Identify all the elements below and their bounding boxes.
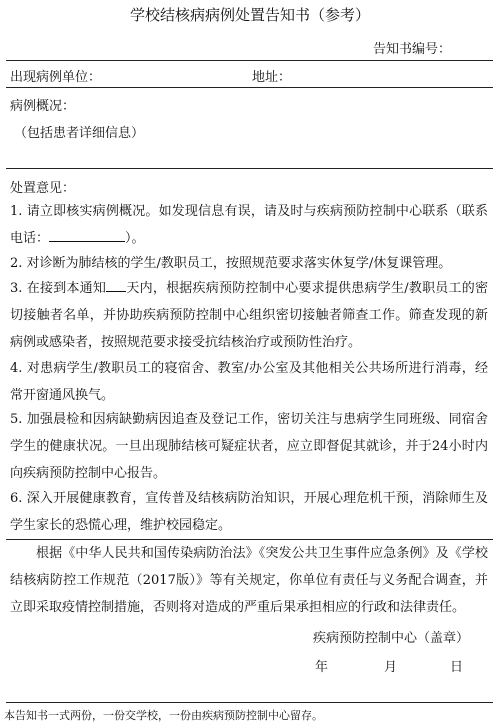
overview-label: 病例概况： bbox=[10, 99, 76, 114]
days-blank bbox=[106, 279, 126, 292]
opinion-item-6: 6. 深入开展健康教育，宣传普及结核病防治知识，开展心理危机干预，消除师生及学生家长的恐慌心理，维护校园稳定。 bbox=[10, 491, 488, 533]
date-year: 年 bbox=[315, 660, 329, 675]
opinion-item-2: 2. 对诊断为肺结核的学生/教职员工，按照规范要求落实休复学/休复课管理。 bbox=[10, 256, 452, 271]
address-label: 地址： bbox=[252, 70, 292, 85]
opinion-item-1: 1. 请立即核实病例概况。如发现信息有误，请及时与疾病预防控制中心联系（联系电话： ）。 bbox=[10, 204, 488, 246]
divider-bottom bbox=[6, 702, 493, 703]
opinion-item-5: 5. 加强晨检和因病缺勤病因追查及登记工作，密切关注与患病学生同班级、同宿舍学生的健康状况。一旦出现肺结核可疑症状者，应立即督促其就诊，并于24小时内向疾病预防控制中心报告。 bbox=[10, 412, 488, 481]
opinion-item-4: 4. 对患病学生/教职员工的寝宿舍、教室/办公室及其他相关公共场所进行消毒，经常开窗通风换气。 bbox=[10, 361, 488, 403]
date-day: 日 bbox=[450, 660, 464, 675]
document-title: 学校结核病病例处置告知书（参考） bbox=[129, 6, 370, 24]
divider-overview bbox=[6, 168, 493, 169]
legal-paragraph: 根据《中华人民共和国传染病防治法》《突发公共卫生事件应急条例》及《学校结核病防控工作规范（2017版）》等有关规定，你单位有责任与义务配合调查，并立即采取疫情控制措施，否则将对造成的严重后果承担相应的行政和法律责任。 bbox=[10, 546, 488, 615]
divider-row1 bbox=[6, 87, 493, 88]
date-month: 月 bbox=[384, 660, 398, 675]
divider-top bbox=[6, 60, 493, 61]
reporting-unit-label: 出现病例单位： bbox=[10, 70, 102, 85]
overview-hint: （包括患者详细信息） bbox=[14, 126, 145, 141]
phone-blank bbox=[49, 229, 125, 242]
notice-number-label: 告知书编号： bbox=[373, 42, 452, 57]
signature-label: 疾病预防控制中心（盖章） bbox=[313, 631, 470, 646]
opinion-item-3: 3. 在接到本通知 天内，根据疾病预防控制中心要求提供患病学生/教职员工的密切接触者名单，并协助疾病预防控制中心组织密切接触者筛查工作。筛查发现的新病例或感染者，按照规范要求接受抗结核治疗或预防性治疗。 bbox=[10, 281, 488, 350]
footer-note: 本告知书一式两份，一份交学校，一份由疾病预防控制中心留存。 bbox=[4, 709, 323, 722]
opinions-label: 处置意见： bbox=[10, 181, 76, 196]
